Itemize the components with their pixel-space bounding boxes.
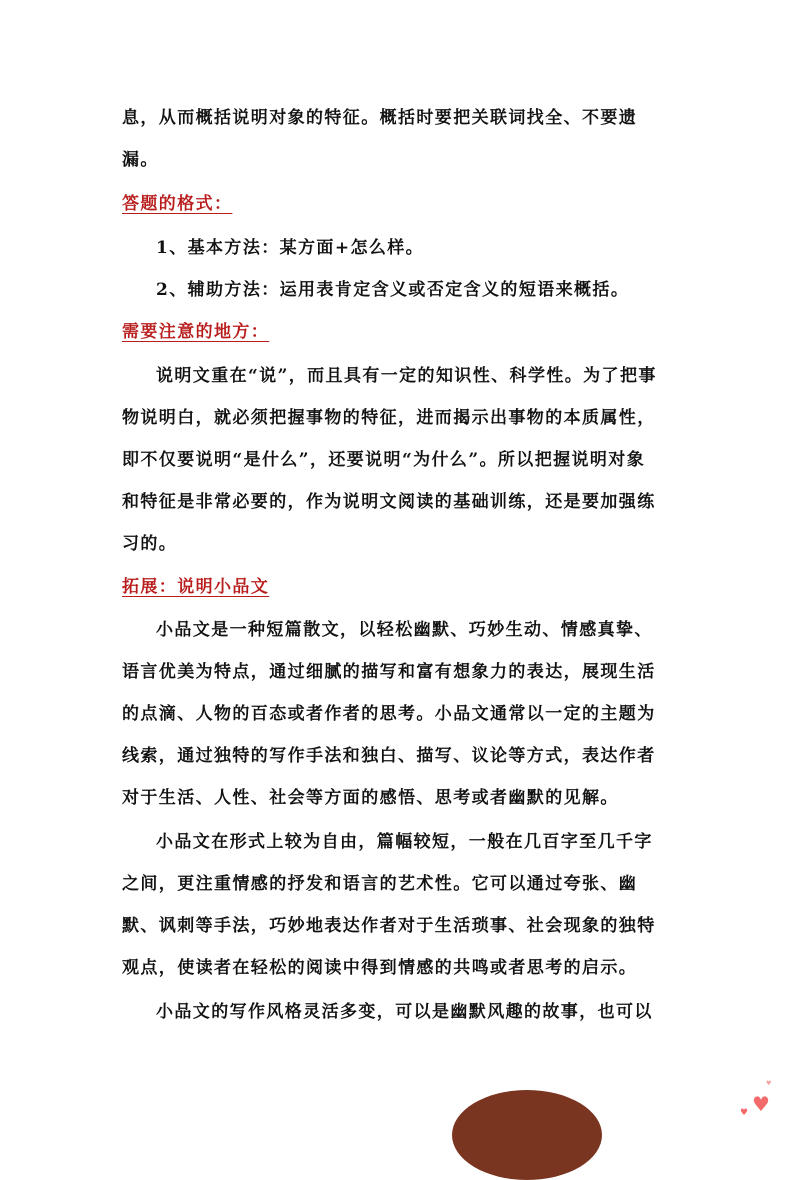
section-heading-notes: 需要注意的地方： bbox=[122, 322, 270, 342]
method-basic: 1、基本方法：某方面+怎么样。 bbox=[156, 238, 425, 258]
paragraph-line: 之间，更注重情感的抒发和语言的艺术性。它可以通过夸张、幽 bbox=[122, 874, 638, 894]
paragraph-line: 即不仅要说明“是什么”，还要说明“为什么”。所以把握说明对象 bbox=[122, 450, 646, 470]
paragraph-line: 小品文是一种短篇散文，以轻松幽默、巧妙生动、情感真挚、 bbox=[156, 620, 653, 640]
paragraph-line: 对于生活、人性、社会等方面的感悟、思考或者幽默的见解。 bbox=[122, 788, 619, 808]
heart-icon: ♥ bbox=[752, 1092, 770, 1116]
text-line: 息，从而概括说明对象的特征。概括时要把关联词找全、不要遗 bbox=[122, 108, 638, 128]
paragraph-line: 小品文的写作风格灵活多变，可以是幽默风趣的故事，也可以 bbox=[156, 1002, 653, 1022]
paragraph-line: 观点，使读者在轻松的阅读中得到情感的共鸣或者思考的启示。 bbox=[122, 958, 638, 978]
text-line: 漏。 bbox=[122, 150, 159, 170]
paragraph-line: 语言优美为特点，通过细腻的描写和富有想象力的表达，展现生活 bbox=[122, 662, 656, 682]
cartoon-head-decoration bbox=[452, 1090, 602, 1180]
paragraph-line: 说明文重在“说”，而且具有一定的知识性、科学性。为了把事 bbox=[156, 366, 657, 386]
section-heading-extension: 拓展：说明小品文 bbox=[122, 577, 270, 597]
paragraph-line: 物说明白，就必须把握事物的特征，进而揭示出事物的本质属性， bbox=[122, 408, 656, 428]
paragraph-line: 线索，通过独特的写作手法和独白、描写、议论等方式，表达作者 bbox=[122, 746, 656, 766]
method-auxiliary: 2、辅助方法：运用表肯定含义或否定含义的短语来概括。 bbox=[156, 280, 630, 300]
paragraph-line: 和特征是非常必要的，作为说明文阅读的基础训练，还是要加强练 bbox=[122, 492, 656, 512]
paragraph-line: 习的。 bbox=[122, 534, 178, 554]
paragraph-line: 小品文在形式上较为自由，篇幅较短，一般在几百字至几千字 bbox=[156, 832, 653, 852]
heart-icon: ♥ bbox=[766, 1080, 772, 1087]
paragraph-line: 默、讽刺等手法，巧妙地表达作者对于生活琐事、社会现象的独特 bbox=[122, 916, 656, 936]
paragraph-line: 的点滴、人物的百态或者作者的思考。小品文通常以一定的主题为 bbox=[122, 704, 656, 724]
heart-icon: ♥ bbox=[740, 1108, 749, 1118]
section-heading-format: 答题的格式： bbox=[122, 194, 233, 214]
